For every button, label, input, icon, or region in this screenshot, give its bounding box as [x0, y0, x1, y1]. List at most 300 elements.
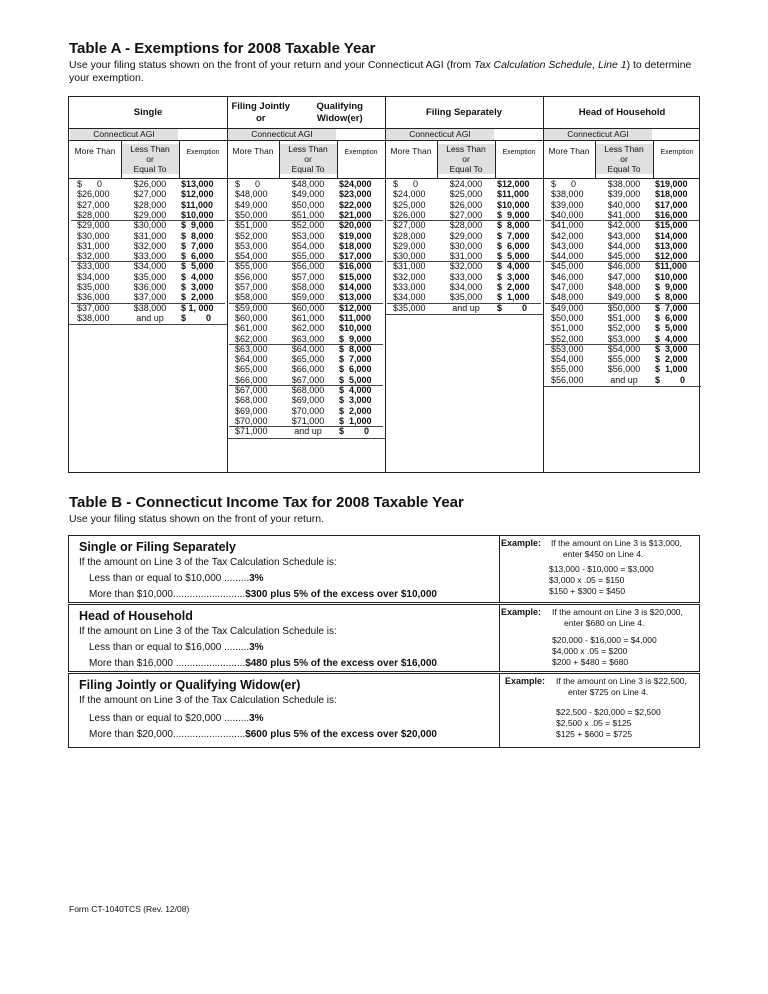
agi-more-than: $25,000: [393, 199, 426, 210]
group-end-line: [385, 314, 543, 315]
exemption-amount: $ 1,000: [655, 364, 688, 375]
agi-less-than: $49,000: [291, 189, 325, 200]
agi-less-than: $34,000: [133, 261, 167, 272]
agi-more-than: $69,000: [235, 405, 268, 416]
col-less-than: [279, 144, 337, 174]
agi-more-than: $54,000: [235, 251, 268, 262]
example-label: Example:: [501, 538, 542, 548]
agi-more-than: $49,000: [235, 199, 268, 210]
col-less-than-line: Equal To: [449, 164, 483, 174]
exemption-amount: $ 8,000: [181, 230, 214, 241]
agi-less-than: $55,000: [607, 354, 641, 365]
agi-more-than: $ 0: [235, 179, 261, 189]
agi-less-than: $56,000: [291, 261, 325, 272]
exemption-amount: $13,000: [339, 292, 372, 303]
agi-more-than: $46,000: [551, 271, 584, 282]
section-divider: [499, 674, 500, 747]
agi-less-than: $55,000: [291, 251, 325, 262]
exemption-amount: $ 8,000: [655, 292, 688, 303]
agi-less-than: $35,000: [449, 292, 483, 303]
col-less-than: [437, 144, 495, 174]
section-divider: [499, 605, 500, 671]
agi-less-than: $64,000: [291, 343, 325, 354]
agi-less-than: $32,000: [133, 240, 167, 251]
filing-status-header: [227, 97, 385, 128]
agi-more-than: $40,000: [551, 209, 584, 220]
agi-more-than: $38,000: [551, 189, 584, 200]
agi-more-than: $53,000: [551, 343, 584, 354]
exemption-amount: $12,000: [497, 179, 530, 189]
rate-line-high: [89, 729, 437, 740]
exemption-amount: $13,000: [181, 179, 214, 189]
exemption-amount: $ 4,000: [339, 385, 372, 395]
agi-more-than: $48,000: [235, 189, 268, 200]
agi-more-than: $51,000: [235, 220, 268, 231]
agi-less-than: $26,000: [133, 179, 167, 189]
col-less-than-line: Less Than: [446, 144, 486, 154]
agi-less-than: $62,000: [291, 323, 325, 334]
agi-less-than: $50,000: [607, 302, 641, 313]
exemption-amount: $20,000: [339, 220, 372, 231]
agi-more-than: $ 0: [393, 179, 419, 189]
rate-line-text: Less than or equal to $16,000 .........: [89, 642, 250, 653]
exemption-amount: $ 9,000: [655, 282, 688, 292]
exemption-amount: $ 1,000: [497, 292, 530, 303]
rate-line-value: $600 plus 5% of the excess over $20,000: [245, 729, 437, 740]
calc-line: $200 + $480 = $680: [552, 657, 629, 667]
rate-line-high: [89, 658, 437, 669]
agi-more-than: $56,000: [235, 271, 268, 282]
exemption-amount: $17,000: [655, 199, 688, 210]
agi-more-than: $26,000: [77, 189, 110, 200]
exemption-amount: $15,000: [339, 271, 372, 282]
exemption-amount: $ 1,000: [339, 415, 372, 426]
example-text-line-2: enter $450 on Line 4.: [563, 549, 644, 559]
intro-italic-1: Tax Calculation Schedule: [474, 59, 593, 71]
agi-label: Connecticut AGI: [251, 129, 313, 139]
agi-more-than: $48,000: [551, 292, 584, 303]
exemption-amount: $ 8,000: [339, 343, 372, 354]
rate-line-text: Less than or equal to $20,000 .........: [89, 713, 250, 724]
exemption-amount: $14,000: [339, 282, 372, 292]
rate-line-low: [89, 573, 264, 584]
exemption-amount: $21,000: [339, 209, 372, 220]
exemption-amount: $10,000: [339, 323, 372, 334]
example-text: [552, 607, 683, 629]
rate-line-high: [89, 589, 437, 600]
col-exemption: Exemption: [502, 149, 536, 156]
exemption-amount: $24,000: [339, 179, 372, 189]
form-footer: Form CT-1040TCS (Rev. 12/08): [69, 904, 190, 914]
agi-less-than: $65,000: [291, 354, 325, 365]
agi-less-than: $27,000: [449, 209, 483, 220]
agi-more-than: $55,000: [551, 364, 584, 375]
agi-more-than: $36,000: [77, 292, 110, 303]
exemption-amount: $ 6,000: [339, 364, 372, 375]
exemption-amount: $18,000: [339, 240, 372, 251]
agi-less-than: $67,000: [291, 374, 325, 385]
exemption-amount: $11,000: [655, 261, 688, 272]
col-exemption: Exemption: [344, 149, 378, 156]
exemption-amount: $15,000: [655, 220, 688, 231]
agi-less-than: $33,000: [133, 251, 167, 262]
intro-italic-2: Line 1: [597, 59, 627, 71]
agi-less-than: $34,000: [449, 282, 483, 292]
exemption-amount: $ 9,000: [339, 333, 372, 344]
agi-less-than: $48,000: [607, 282, 641, 292]
agi-more-than: $45,000: [551, 261, 584, 272]
section-heading: Filing Jointly or Qualifying Widow(er): [79, 678, 301, 692]
agi-less-than: $59,000: [291, 292, 325, 303]
agi-less-than: $53,000: [607, 333, 641, 344]
calc-line: $22,500 - $20,000 = $2,500: [556, 707, 661, 717]
agi-less-than: and up: [294, 426, 322, 437]
agi-more-than: $24,000: [393, 189, 426, 200]
agi-less-than: $50,000: [291, 199, 325, 210]
col-more-than: More Than: [390, 146, 432, 156]
filing-status-header: [69, 97, 227, 128]
agi-less-than: $24,000: [449, 179, 483, 189]
agi-more-than: $67,000: [235, 385, 268, 395]
filing-status-label: Qualifying Widow(er): [316, 100, 363, 124]
exemption-amount: $ 0: [655, 374, 686, 385]
agi-more-than: $34,000: [393, 292, 426, 303]
example-text-line-1: If the amount on Line 3 is $22,500,: [556, 676, 687, 686]
agi-less-than: $26,000: [449, 199, 483, 210]
exemption-amount: $ 1, 000: [181, 302, 214, 313]
filing-status-header: [385, 97, 543, 128]
exemption-amount: $ 9,000: [497, 209, 530, 220]
col-less-than-line: or: [462, 154, 470, 164]
agi-more-than: $50,000: [235, 209, 268, 220]
agi-more-than: $52,000: [551, 333, 584, 344]
example-text-line-2: enter $725 on Line 4.: [568, 687, 649, 697]
agi-more-than: $70,000: [235, 415, 268, 426]
agi-more-than: $66,000: [235, 374, 268, 385]
rate-line-value: $480 plus 5% of the excess over $16,000: [245, 658, 437, 669]
agi-more-than: $33,000: [393, 282, 426, 292]
rate-line-value: 3%: [249, 642, 264, 653]
col-less-than-line: Equal To: [607, 164, 641, 174]
agi-more-than: $30,000: [77, 230, 110, 241]
agi-less-than: $57,000: [291, 271, 325, 282]
agi-more-than: $59,000: [235, 302, 268, 313]
agi-less-than: $53,000: [291, 230, 325, 241]
agi-less-than: $70,000: [291, 405, 325, 416]
agi-less-than: $52,000: [607, 323, 641, 334]
column-divider: [121, 140, 122, 178]
example-text-line-2: enter $680 on Line 4.: [564, 618, 645, 628]
rate-line-value: $300 plus 5% of the excess over $10,000: [245, 589, 437, 600]
agi-less-than: $39,000: [607, 189, 641, 200]
exemption-amount: $14,000: [655, 230, 688, 241]
agi-less-than: $36,000: [133, 282, 167, 292]
section-heading: Head of Household: [79, 609, 193, 623]
calc-line: $20,000 - $16,000 = $4,000: [552, 635, 657, 645]
column-divider: [279, 140, 280, 178]
intro-text-3: ) to determine your exemption.: [69, 59, 692, 84]
agi-less-than: $56,000: [607, 364, 641, 375]
col-less-than-line: Less Than: [130, 144, 170, 154]
agi-less-than: $42,000: [607, 220, 641, 231]
agi-less-than: $54,000: [607, 343, 641, 354]
exemption-amount: $ 5,000: [181, 261, 214, 272]
agi-less-than: $37,000: [133, 292, 167, 303]
exemption-amount: $ 5,000: [339, 374, 372, 385]
exemption-amount: $ 7,000: [181, 240, 214, 251]
agi-less-than: $45,000: [607, 251, 641, 262]
agi-more-than: $47,000: [551, 282, 584, 292]
exemption-amount: $ 3,000: [181, 282, 214, 292]
table-a-intro: [69, 59, 709, 85]
tax-section-head-of-household: [68, 604, 700, 672]
group-end-line: [543, 386, 701, 387]
agi-more-than: $32,000: [77, 251, 110, 262]
agi-less-than: $63,000: [291, 333, 325, 344]
example-calculation: [549, 564, 654, 597]
agi-less-than: $61,000: [291, 312, 325, 323]
agi-more-than: $34,000: [77, 271, 110, 282]
agi-more-than: $39,000: [551, 199, 584, 210]
exemption-amount: $ 8,000: [497, 220, 530, 231]
filing-status-header: [543, 97, 701, 128]
agi-less-than: $52,000: [291, 220, 325, 231]
exemption-amount: $16,000: [339, 261, 372, 272]
agi-more-than: $68,000: [235, 395, 268, 406]
intro-text-1: Use your filing status shown on the front of your return and your Connecticut AGI (from: [69, 59, 475, 71]
agi-less-than: $40,000: [607, 199, 641, 210]
exemption-amount: $12,000: [181, 189, 214, 200]
table-a-title: Table A - Exemptions for 2008 Taxable Year: [69, 40, 376, 57]
agi-more-than: $63,000: [235, 343, 268, 354]
agi-less-than: $44,000: [607, 240, 641, 251]
exemption-amount: $ 0: [339, 426, 370, 437]
agi-more-than: $55,000: [235, 261, 268, 272]
exemption-amount: $ 0: [181, 312, 212, 323]
agi-less-than: $28,000: [449, 220, 483, 231]
column-divider: [179, 140, 180, 178]
rate-line-text: More than $20,000..........................: [89, 729, 246, 740]
col-more-than: More Than: [232, 146, 274, 156]
col-less-than-line: or: [146, 154, 154, 164]
rate-line-value: 3%: [249, 713, 264, 724]
agi-less-than: $38,000: [133, 302, 167, 313]
agi-label: Connecticut AGI: [409, 129, 471, 139]
agi-less-than: $69,000: [291, 395, 325, 406]
agi-more-than: $29,000: [393, 240, 426, 251]
agi-less-than: $30,000: [133, 220, 167, 231]
agi-more-than: $53,000: [235, 240, 268, 251]
agi-less-than: $49,000: [607, 292, 641, 303]
exemption-amount: $ 9,000: [181, 220, 214, 231]
agi-more-than: $26,000: [393, 209, 426, 220]
filing-status-label: Single: [133, 106, 163, 118]
agi-more-than: $43,000: [551, 240, 584, 251]
agi-more-than: $28,000: [77, 209, 110, 220]
agi-less-than: $25,000: [449, 189, 483, 200]
agi-more-than: $28,000: [393, 230, 426, 241]
exemption-amount: $16,000: [655, 209, 688, 220]
exemption-amount: $ 7,000: [339, 354, 372, 365]
column-divider: [337, 140, 338, 178]
agi-less-than: $30,000: [449, 240, 483, 251]
section-description: If the amount on Line 3 of the Tax Calculation Schedule is:: [79, 695, 337, 706]
exemption-amount: $17,000: [339, 251, 372, 262]
example-label: Example:: [501, 607, 542, 617]
exemption-amount: $ 2,000: [339, 405, 372, 416]
agi-more-than: $29,000: [77, 220, 110, 231]
agi-more-than: $27,000: [77, 199, 110, 210]
calc-line: $150 + $300 = $450: [549, 586, 626, 596]
example-text: [551, 538, 682, 560]
agi-less-than: and up: [136, 312, 164, 323]
agi-more-than: $44,000: [551, 251, 584, 262]
agi-less-than: $58,000: [291, 282, 325, 292]
exemption-amount: $13,000: [655, 240, 688, 251]
exemption-amount: $ 6,000: [497, 240, 530, 251]
agi-more-than: $35,000: [393, 302, 426, 313]
agi-less-than: $51,000: [291, 209, 325, 220]
agi-more-than: $57,000: [235, 282, 268, 292]
col-exemption: Exemption: [660, 149, 694, 156]
group-end-line: [227, 438, 385, 439]
agi-more-than: $54,000: [551, 354, 584, 365]
exemption-amount: $ 2,000: [181, 292, 214, 303]
col-less-than-line: Equal To: [291, 164, 325, 174]
agi-more-than: $31,000: [393, 261, 426, 272]
column-divider: [495, 140, 496, 178]
col-exemption: Exemption: [186, 149, 220, 156]
exemption-amount: $19,000: [655, 179, 688, 189]
agi-less-than: $46,000: [607, 261, 641, 272]
agi-more-than: $ 0: [77, 179, 103, 189]
col-less-than-line: Less Than: [604, 144, 644, 154]
section-divider: [499, 536, 500, 602]
group-end-line: [69, 324, 227, 325]
exemption-amount: $10,000: [181, 209, 214, 220]
exemption-amount: $10,000: [497, 199, 530, 210]
tax-section-filing-jointly: [68, 673, 700, 748]
agi-more-than: $60,000: [235, 312, 268, 323]
agi-more-than: $65,000: [235, 364, 268, 375]
agi-less-than: $33,000: [449, 271, 483, 282]
table-b-title: Table B - Connecticut Income Tax for 2008 Taxable Year: [69, 494, 464, 511]
example-text-line-1: If the amount on Line 3 is $20,000,: [552, 607, 683, 617]
col-less-than-line: Less Than: [288, 144, 328, 154]
column-divider: [653, 140, 654, 178]
filing-status-label: Filing Separately: [425, 106, 503, 118]
example-text-line-1: If the amount on Line 3 is $13,000,: [551, 538, 682, 548]
agi-more-than: $64,000: [235, 354, 268, 365]
col-less-than-line: or: [304, 154, 312, 164]
agi-more-than: $33,000: [77, 261, 110, 272]
agi-more-than: $52,000: [235, 230, 268, 241]
agi-less-than: $48,000: [291, 179, 325, 189]
col-less-than-line: Equal To: [133, 164, 167, 174]
tax-section-single: [68, 535, 700, 603]
agi-more-than: $49,000: [551, 302, 584, 313]
calc-line: $125 + $600 = $725: [556, 729, 633, 739]
agi-more-than: $37,000: [77, 302, 110, 313]
example-label: Example:: [505, 676, 546, 686]
agi-more-than: $61,000: [235, 323, 268, 334]
calc-line: $13,000 - $10,000 = $3,000: [549, 564, 654, 574]
exemption-amount: $19,000: [339, 230, 372, 241]
filing-status-label: Filing Jointly or: [231, 100, 291, 124]
agi-less-than: $32,000: [449, 261, 483, 272]
exemption-amount: $ 6,000: [655, 312, 688, 323]
agi-more-than: $35,000: [77, 282, 110, 292]
agi-less-than: $68,000: [291, 385, 325, 395]
section-description: If the amount on Line 3 of the Tax Calculation Schedule is:: [79, 626, 337, 637]
agi-more-than: $30,000: [393, 251, 426, 262]
col-less-than: [121, 144, 179, 174]
agi-less-than: $38,000: [607, 179, 641, 189]
agi-more-than: $58,000: [235, 292, 268, 303]
agi-less-than: and up: [452, 302, 480, 313]
agi-less-than: $31,000: [449, 251, 483, 262]
exemption-amount: $22,000: [339, 199, 372, 210]
agi-less-than: $29,000: [449, 230, 483, 241]
agi-less-than: $41,000: [607, 209, 641, 220]
calc-line: $3,000 x .05 = $150: [549, 575, 625, 585]
example-text: [556, 676, 687, 698]
exemption-amount: $ 3,000: [655, 343, 688, 354]
agi-more-than: $41,000: [551, 220, 584, 231]
intro-text-2: ,: [592, 59, 598, 71]
column-divider: [437, 140, 438, 178]
agi-less-than: $43,000: [607, 230, 641, 241]
agi-less-than: $71,000: [291, 415, 325, 426]
agi-less-than: $66,000: [291, 364, 325, 375]
exemption-amount: $ 6,000: [181, 251, 214, 262]
agi-more-than: $42,000: [551, 230, 584, 241]
agi-less-than: $27,000: [133, 189, 167, 200]
example-calculation: [552, 635, 657, 668]
rate-line-text: Less than or equal to $10,000 .........: [89, 573, 250, 584]
exemption-amount: $11,000: [339, 312, 372, 323]
agi-more-than: $27,000: [393, 220, 426, 231]
agi-less-than: $29,000: [133, 209, 167, 220]
section-description: If the amount on Line 3 of the Tax Calculation Schedule is:: [79, 557, 337, 568]
exemption-amount: $ 2,000: [655, 354, 688, 365]
filing-status-label: Head of Household: [578, 106, 666, 118]
exemption-amount: $ 4,000: [655, 333, 688, 344]
agi-more-than: $38,000: [77, 312, 110, 323]
exemption-amount: $11,000: [181, 199, 214, 210]
agi-more-than: $50,000: [551, 312, 584, 323]
exemption-amount: $ 7,000: [497, 230, 530, 241]
exemption-amount: $18,000: [655, 189, 688, 200]
agi-less-than: $60,000: [291, 302, 325, 313]
exemption-amount: $ 3,000: [497, 271, 530, 282]
agi-less-than: $51,000: [607, 312, 641, 323]
agi-label: Connecticut AGI: [567, 129, 629, 139]
agi-less-than: $35,000: [133, 271, 167, 282]
exemption-amount: $10,000: [655, 271, 688, 282]
agi-less-than: $28,000: [133, 199, 167, 210]
exemption-amount: $11,000: [497, 189, 530, 200]
agi-more-than: $32,000: [393, 271, 426, 282]
exemption-amount: $ 3,000: [339, 395, 372, 406]
col-more-than: More Than: [74, 146, 116, 156]
exemption-amount: $ 7,000: [655, 302, 688, 313]
exemption-amount: $ 2,000: [497, 282, 530, 292]
agi-more-than: $ 0: [551, 179, 577, 189]
agi-label: Connecticut AGI: [93, 129, 155, 139]
example-calculation: [556, 707, 661, 740]
agi-divider: [69, 140, 699, 141]
